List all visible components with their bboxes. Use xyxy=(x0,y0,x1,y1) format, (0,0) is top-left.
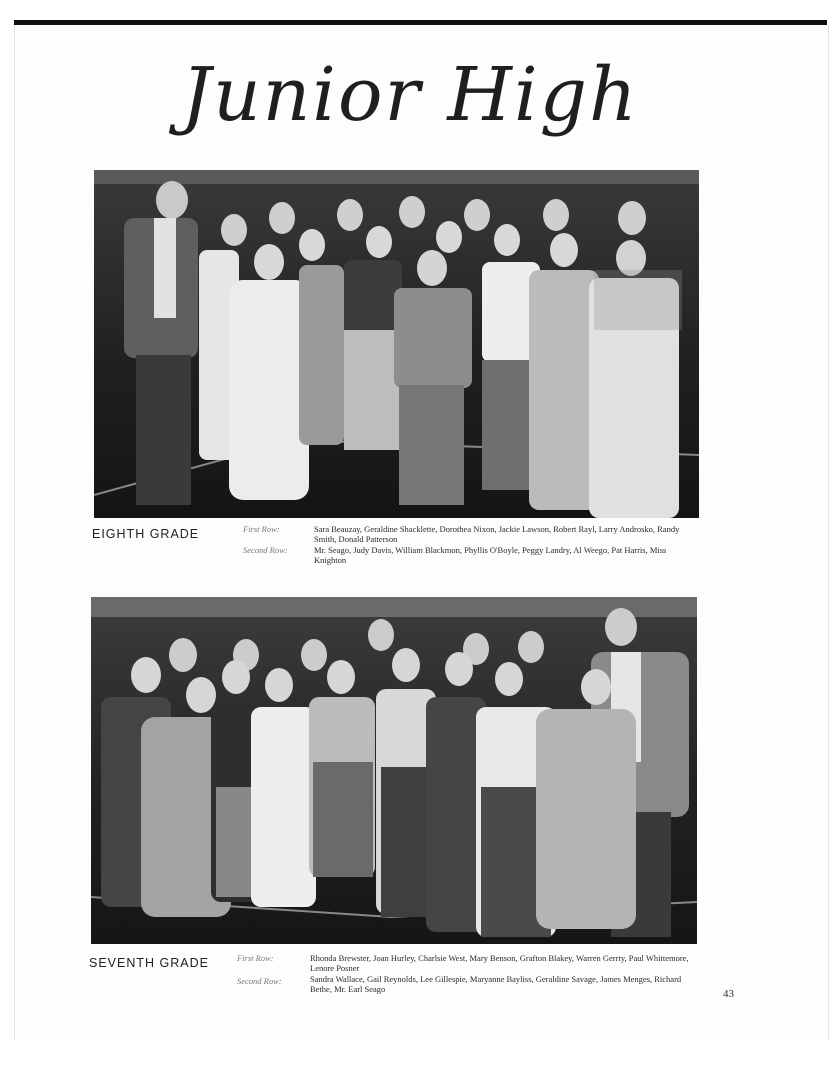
seventh-grade-photo xyxy=(91,597,697,944)
seventh-grade-label: SEVENTH GRADE xyxy=(89,956,209,970)
eighth-grade-photo xyxy=(94,170,699,518)
seventh-first-row-names: Rhonda Brewster, Joan Hurley, Charlsie West, Mary Benson, Grafton Blakey, Warren Gerrty, Paul Whittemore, Lenore Posner xyxy=(310,953,689,973)
page-number: 43 xyxy=(723,988,734,1000)
seventh-second-row-label: Second Row: xyxy=(237,976,282,986)
eighth-second-row-names: Mr. Seago, Judy Davis, William Blackmon, Phyllis O'Boyle, Peggy Landry, Al Weego, Pat Harris, Miss Knighton xyxy=(314,545,667,565)
page-title: Junior High xyxy=(181,52,639,138)
eighth-grade-label: EIGHTH GRADE xyxy=(92,527,200,541)
eighth-first-row-label: First Row: xyxy=(243,524,280,534)
eighth-second-row-label: Second Row: xyxy=(243,545,288,555)
seventh-second-row-names: Sandra Wallace, Gail Reynolds, Lee Gillespie, Maryanne Bayliss, Geraldine Savage, James Menges, Richard Bethe, Mr. Earl Seago xyxy=(310,974,682,994)
eighth-first-row-names: Sara Beauzay, Geraldine Shacklette, Dorothea Nixon, Jackie Lawson, Robert Rayl, Larry Androsko, Randy Smith, Donald Patterson xyxy=(314,524,680,544)
seventh-first-row-label: First Row: xyxy=(237,953,274,963)
